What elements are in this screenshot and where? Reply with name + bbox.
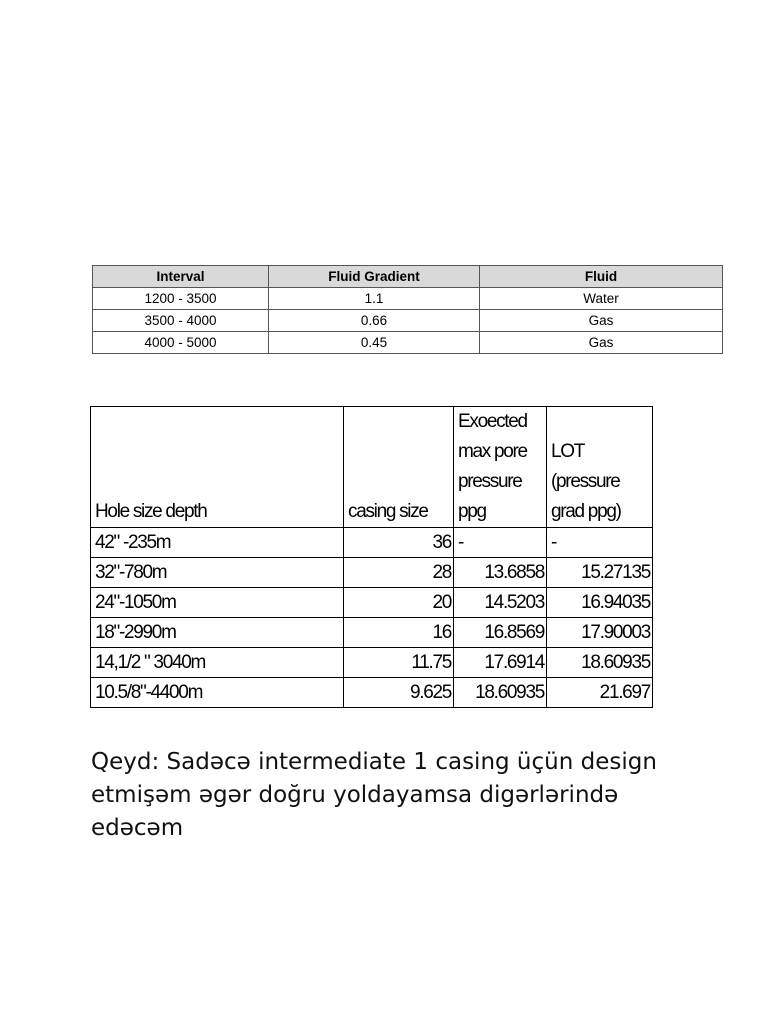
header-lot-line: LOT [551, 441, 585, 462]
casing-cell: 36 [344, 528, 454, 558]
fluid-cell: Gas [480, 310, 723, 332]
lot-cell: 15.27135 [547, 558, 653, 588]
pore-cell: 13.6858 [454, 558, 547, 588]
casing-cell: 28 [344, 558, 454, 588]
table-row [93, 310, 723, 332]
interval-cell: 4000 - 5000 [93, 332, 269, 354]
casing-table-header-row [91, 407, 653, 528]
table-row [91, 678, 653, 708]
fluid-table-header-row [93, 266, 723, 288]
header-lot [547, 407, 653, 528]
table-row [93, 288, 723, 310]
hole-cell: 24"-1050m [91, 588, 344, 618]
fluid-gradient-table [92, 265, 723, 354]
hole-cell: 42" -235m [91, 528, 344, 558]
hole-cell: 14,1/2 " 3040m [91, 648, 344, 678]
table-row [91, 648, 653, 678]
hole-cell: 18"-2990m [91, 618, 344, 648]
table-row [91, 588, 653, 618]
fluid-cell: Gas [480, 332, 723, 354]
gradient-cell: 0.66 [269, 310, 480, 332]
lot-cell: 18.60935 [547, 648, 653, 678]
table-row [91, 528, 653, 558]
table-row [91, 618, 653, 648]
table-row [91, 558, 653, 588]
hole-cell: 10.5/8"-4400m [91, 678, 344, 708]
header-interval: Interval [93, 266, 269, 288]
header-expected-pore-pressure [454, 407, 547, 528]
note-text: Qeyd: Sadəcə intermediate 1 casing üçün design etmişəm əgər doğru yoldayamsa digərlərində edəcəm [91, 749, 657, 841]
header-hole-size-depth: Hole size depth [91, 407, 344, 528]
lot-cell: 16.94035 [547, 588, 653, 618]
lot-cell: 17.90003 [547, 618, 653, 648]
lot-cell: 21.697 [547, 678, 653, 708]
casing-cell: 11.75 [344, 648, 454, 678]
casing-cell: 20 [344, 588, 454, 618]
interval-cell: 3500 - 4000 [93, 310, 269, 332]
header-lot-line: (pressure [551, 471, 620, 492]
hole-cell: 32"-780m [91, 558, 344, 588]
pore-cell: 16.8569 [454, 618, 547, 648]
pore-cell: 17.6914 [454, 648, 547, 678]
lot-cell: - [547, 528, 653, 558]
casing-design-table [90, 406, 653, 708]
header-fluid: Fluid [480, 266, 723, 288]
header-pore-line: Exoected [458, 411, 527, 432]
header-pore-line: max pore [458, 441, 527, 462]
fluid-cell: Water [480, 288, 723, 310]
casing-design-table-clip [90, 406, 650, 709]
pore-cell: - [454, 528, 547, 558]
pore-cell: 18.60935 [454, 678, 547, 708]
gradient-cell: 1.1 [269, 288, 480, 310]
header-pore-line: ppg [458, 501, 486, 522]
header-lot-line: grad ppg) [551, 501, 621, 522]
casing-cell: 9.625 [344, 678, 454, 708]
casing-cell: 16 [344, 618, 454, 648]
header-fluid-gradient: Fluid Gradient [269, 266, 480, 288]
header-casing-size: casing size [344, 407, 454, 528]
header-pore-line: pressure [458, 471, 522, 492]
table-row [93, 332, 723, 354]
pore-cell: 14.5203 [454, 588, 547, 618]
gradient-cell: 0.45 [269, 332, 480, 354]
interval-cell: 1200 - 3500 [93, 288, 269, 310]
